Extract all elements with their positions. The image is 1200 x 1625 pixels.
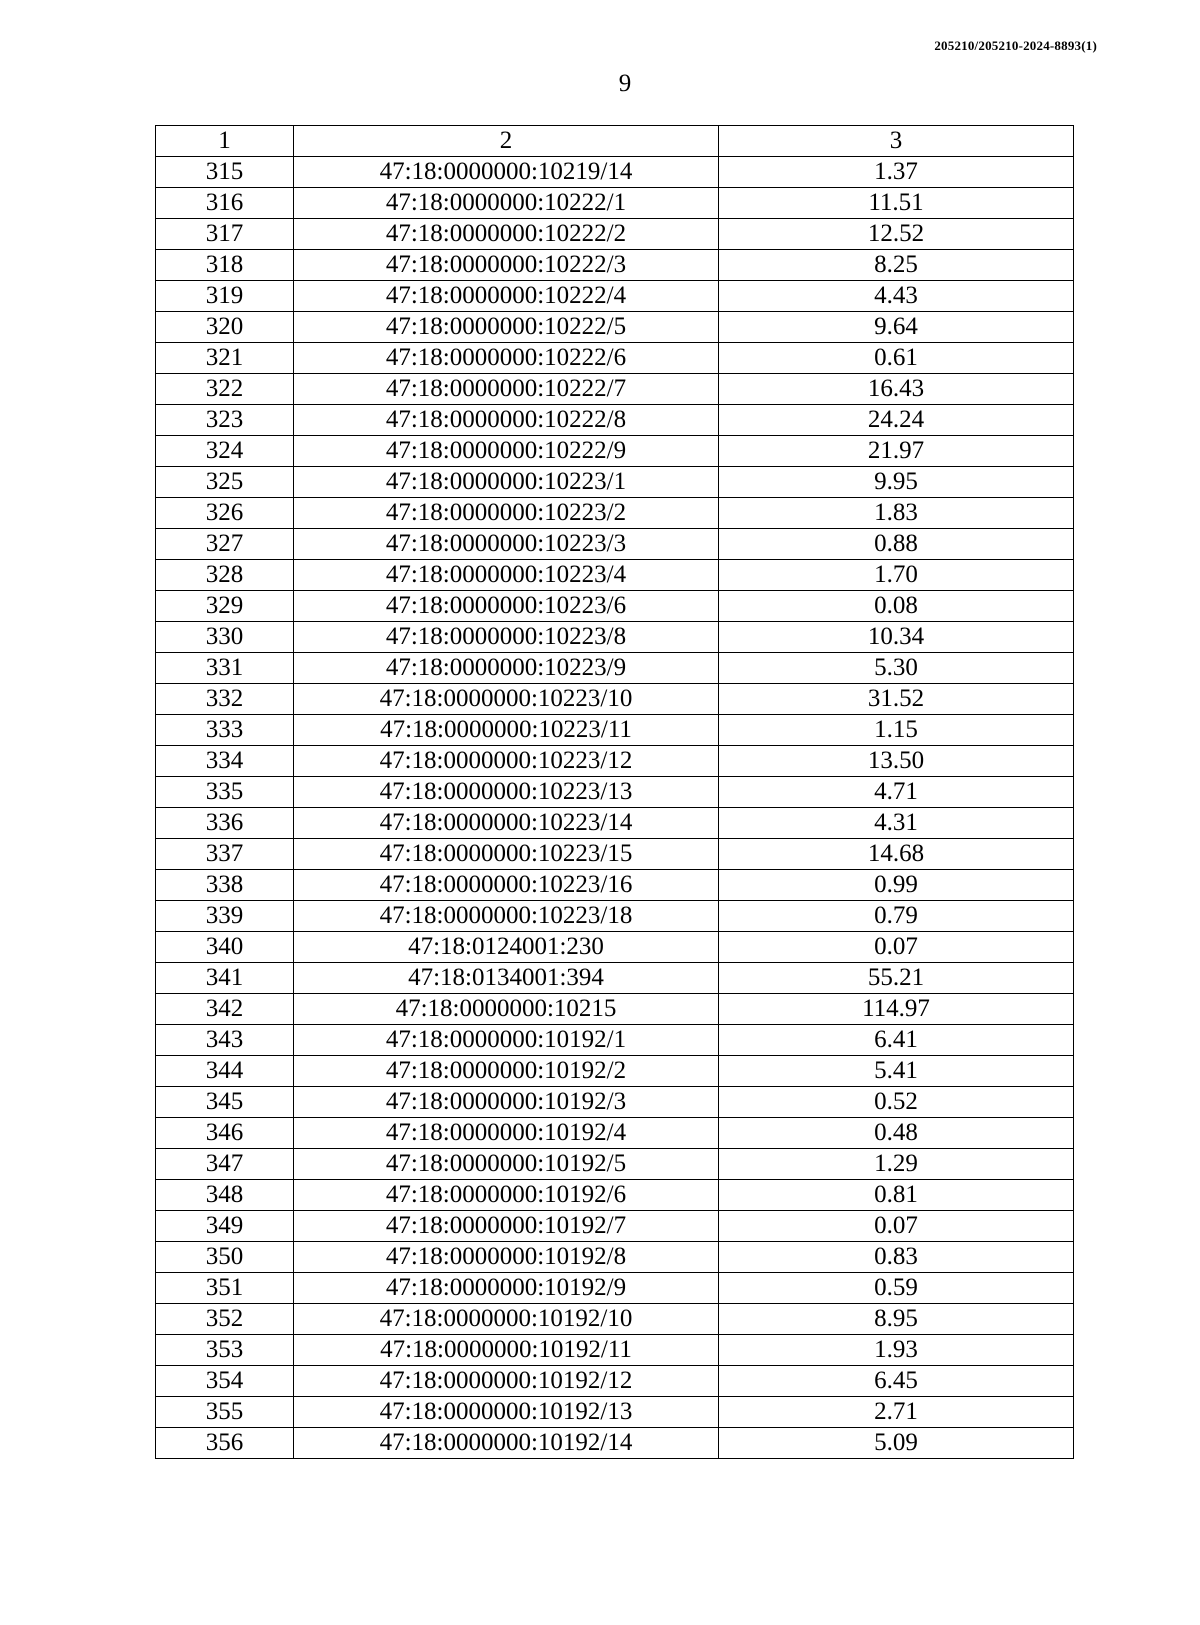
column-header: 2 [294, 126, 719, 157]
table-row [156, 1211, 1074, 1242]
table-row [156, 1242, 1074, 1273]
row-number-cell: 320 [156, 312, 294, 343]
cadastral-number-cell: 47:18:0000000:10222/5 [294, 312, 719, 343]
cadastral-number-cell: 47:18:0000000:10222/7 [294, 374, 719, 405]
cadastral-number-cell: 47:18:0000000:10192/7 [294, 1211, 719, 1242]
cadastral-number-cell: 47:18:0000000:10192/3 [294, 1087, 719, 1118]
area-value-cell: 4.71 [719, 777, 1074, 808]
table-row [156, 808, 1074, 839]
cadastral-number-cell: 47:18:0000000:10223/3 [294, 529, 719, 560]
area-value-cell: 0.07 [719, 1211, 1074, 1242]
table-row [156, 1087, 1074, 1118]
area-value-cell: 0.99 [719, 870, 1074, 901]
area-value-cell: 9.95 [719, 467, 1074, 498]
cadastral-number-cell: 47:18:0000000:10222/8 [294, 405, 719, 436]
area-value-cell: 5.30 [719, 653, 1074, 684]
table-row [156, 1428, 1074, 1459]
row-number-cell: 330 [156, 622, 294, 653]
area-value-cell: 8.95 [719, 1304, 1074, 1335]
cadastral-number-cell: 47:18:0000000:10223/8 [294, 622, 719, 653]
cadastral-number-cell: 47:18:0000000:10222/4 [294, 281, 719, 312]
table-header-row [156, 126, 1074, 157]
row-number-cell: 351 [156, 1273, 294, 1304]
row-number-cell: 347 [156, 1149, 294, 1180]
cadastral-number-cell: 47:18:0000000:10223/1 [294, 467, 719, 498]
table-row [156, 839, 1074, 870]
cadastral-number-cell: 47:18:0000000:10223/16 [294, 870, 719, 901]
area-value-cell: 0.07 [719, 932, 1074, 963]
area-value-cell: 0.61 [719, 343, 1074, 374]
cadastral-number-cell: 47:18:0000000:10223/14 [294, 808, 719, 839]
table-row [156, 746, 1074, 777]
column-header: 1 [156, 126, 294, 157]
row-number-cell: 329 [156, 591, 294, 622]
row-number-cell: 354 [156, 1366, 294, 1397]
cadastral-number-cell: 47:18:0000000:10222/2 [294, 219, 719, 250]
cadastral-number-cell: 47:18:0000000:10192/1 [294, 1025, 719, 1056]
area-value-cell: 5.41 [719, 1056, 1074, 1087]
cadastral-number-cell: 47:18:0000000:10223/10 [294, 684, 719, 715]
row-number-cell: 337 [156, 839, 294, 870]
row-number-cell: 332 [156, 684, 294, 715]
area-value-cell: 1.37 [719, 157, 1074, 188]
area-value-cell: 0.88 [719, 529, 1074, 560]
row-number-cell: 353 [156, 1335, 294, 1366]
area-value-cell: 0.59 [719, 1273, 1074, 1304]
row-number-cell: 326 [156, 498, 294, 529]
row-number-cell: 336 [156, 808, 294, 839]
row-number-cell: 315 [156, 157, 294, 188]
area-value-cell: 0.08 [719, 591, 1074, 622]
row-number-cell: 355 [156, 1397, 294, 1428]
table-row [156, 901, 1074, 932]
area-value-cell: 1.29 [719, 1149, 1074, 1180]
cadastral-number-cell: 47:18:0000000:10223/11 [294, 715, 719, 746]
table-row [156, 684, 1074, 715]
table-row [156, 1149, 1074, 1180]
row-number-cell: 316 [156, 188, 294, 219]
row-number-cell: 319 [156, 281, 294, 312]
table-row [156, 157, 1074, 188]
column-header: 3 [719, 126, 1074, 157]
row-number-cell: 331 [156, 653, 294, 684]
row-number-cell: 322 [156, 374, 294, 405]
cadastral-number-cell: 47:18:0000000:10223/6 [294, 591, 719, 622]
area-value-cell: 31.52 [719, 684, 1074, 715]
cadastral-number-cell: 47:18:0000000:10192/5 [294, 1149, 719, 1180]
area-value-cell: 1.15 [719, 715, 1074, 746]
cadastral-number-cell: 47:18:0000000:10192/8 [294, 1242, 719, 1273]
table-row [156, 1304, 1074, 1335]
table-row [156, 1056, 1074, 1087]
table-row [156, 994, 1074, 1025]
area-value-cell: 11.51 [719, 188, 1074, 219]
cadastral-number-cell: 47:18:0000000:10192/12 [294, 1366, 719, 1397]
area-value-cell: 21.97 [719, 436, 1074, 467]
table-row [156, 1180, 1074, 1211]
table-row [156, 1366, 1074, 1397]
cadastral-number-cell: 47:18:0000000:10192/14 [294, 1428, 719, 1459]
area-value-cell: 10.34 [719, 622, 1074, 653]
row-number-cell: 328 [156, 560, 294, 591]
table-row [156, 250, 1074, 281]
row-number-cell: 338 [156, 870, 294, 901]
page-number: 9 [618, 70, 632, 97]
cadastral-number-cell: 47:18:0000000:10223/12 [294, 746, 719, 777]
row-number-cell: 344 [156, 1056, 294, 1087]
table-row [156, 467, 1074, 498]
area-value-cell: 0.81 [719, 1180, 1074, 1211]
row-number-cell: 340 [156, 932, 294, 963]
table-row [156, 343, 1074, 374]
row-number-cell: 318 [156, 250, 294, 281]
row-number-cell: 343 [156, 1025, 294, 1056]
area-value-cell: 8.25 [719, 250, 1074, 281]
cadastral-table [155, 125, 1074, 1459]
table-row [156, 622, 1074, 653]
table-row [156, 436, 1074, 467]
row-number-cell: 323 [156, 405, 294, 436]
area-value-cell: 9.64 [719, 312, 1074, 343]
row-number-cell: 342 [156, 994, 294, 1025]
row-number-cell: 348 [156, 1180, 294, 1211]
cadastral-number-cell: 47:18:0000000:10223/13 [294, 777, 719, 808]
area-value-cell: 4.31 [719, 808, 1074, 839]
table-row [156, 312, 1074, 343]
table-row [156, 560, 1074, 591]
area-value-cell: 2.71 [719, 1397, 1074, 1428]
area-value-cell: 0.79 [719, 901, 1074, 932]
cadastral-number-cell: 47:18:0000000:10222/6 [294, 343, 719, 374]
row-number-cell: 345 [156, 1087, 294, 1118]
row-number-cell: 349 [156, 1211, 294, 1242]
table-row [156, 529, 1074, 560]
table-row [156, 1025, 1074, 1056]
area-value-cell: 55.21 [719, 963, 1074, 994]
table-row [156, 1273, 1074, 1304]
cadastral-number-cell: 47:18:0134001:394 [294, 963, 719, 994]
cadastral-number-cell: 47:18:0000000:10219/14 [294, 157, 719, 188]
table-row [156, 932, 1074, 963]
area-value-cell: 16.43 [719, 374, 1074, 405]
row-number-cell: 324 [156, 436, 294, 467]
row-number-cell: 341 [156, 963, 294, 994]
table-row [156, 870, 1074, 901]
row-number-cell: 333 [156, 715, 294, 746]
table-row [156, 374, 1074, 405]
cadastral-number-cell: 47:18:0000000:10223/15 [294, 839, 719, 870]
cadastral-number-cell: 47:18:0000000:10192/11 [294, 1335, 719, 1366]
area-value-cell: 12.52 [719, 219, 1074, 250]
area-value-cell: 5.09 [719, 1428, 1074, 1459]
cadastral-number-cell: 47:18:0000000:10223/18 [294, 901, 719, 932]
table-row [156, 591, 1074, 622]
cadastral-number-cell: 47:18:0000000:10223/4 [294, 560, 719, 591]
table-row [156, 405, 1074, 436]
table-row [156, 1335, 1074, 1366]
row-number-cell: 356 [156, 1428, 294, 1459]
area-value-cell: 6.45 [719, 1366, 1074, 1397]
cadastral-number-cell: 47:18:0000000:10192/10 [294, 1304, 719, 1335]
cadastral-number-cell: 47:18:0000000:10223/2 [294, 498, 719, 529]
row-number-cell: 334 [156, 746, 294, 777]
table-row [156, 1118, 1074, 1149]
cadastral-number-cell: 47:18:0000000:10192/6 [294, 1180, 719, 1211]
area-value-cell: 0.52 [719, 1087, 1074, 1118]
table-row [156, 715, 1074, 746]
row-number-cell: 317 [156, 219, 294, 250]
table-row [156, 963, 1074, 994]
row-number-cell: 335 [156, 777, 294, 808]
row-number-cell: 325 [156, 467, 294, 498]
area-value-cell: 13.50 [719, 746, 1074, 777]
table-body [156, 157, 1074, 1459]
cadastral-number-cell: 47:18:0000000:10222/9 [294, 436, 719, 467]
table-row [156, 498, 1074, 529]
area-value-cell: 0.48 [719, 1118, 1074, 1149]
table-row [156, 219, 1074, 250]
area-value-cell: 6.41 [719, 1025, 1074, 1056]
cadastral-number-cell: 47:18:0000000:10222/3 [294, 250, 719, 281]
table-row [156, 1397, 1074, 1428]
table-row [156, 188, 1074, 219]
row-number-cell: 321 [156, 343, 294, 374]
row-number-cell: 339 [156, 901, 294, 932]
area-value-cell: 1.70 [719, 560, 1074, 591]
area-value-cell: 4.43 [719, 281, 1074, 312]
area-value-cell: 14.68 [719, 839, 1074, 870]
area-value-cell: 1.83 [719, 498, 1074, 529]
area-value-cell: 0.83 [719, 1242, 1074, 1273]
cadastral-number-cell: 47:18:0000000:10222/1 [294, 188, 719, 219]
table-row [156, 281, 1074, 312]
row-number-cell: 327 [156, 529, 294, 560]
table-row [156, 653, 1074, 684]
area-value-cell: 24.24 [719, 405, 1074, 436]
row-number-cell: 350 [156, 1242, 294, 1273]
document-reference: 205210/205210-2024-8893(1) [934, 38, 1097, 53]
cadastral-number-cell: 47:18:0000000:10223/9 [294, 653, 719, 684]
row-number-cell: 352 [156, 1304, 294, 1335]
cadastral-number-cell: 47:18:0000000:10192/13 [294, 1397, 719, 1428]
area-value-cell: 114.97 [719, 994, 1074, 1025]
cadastral-number-cell: 47:18:0000000:10192/2 [294, 1056, 719, 1087]
cadastral-number-cell: 47:18:0000000:10192/4 [294, 1118, 719, 1149]
area-value-cell: 1.93 [719, 1335, 1074, 1366]
row-number-cell: 346 [156, 1118, 294, 1149]
cadastral-number-cell: 47:18:0124001:230 [294, 932, 719, 963]
cadastral-number-cell: 47:18:0000000:10215 [294, 994, 719, 1025]
table-row [156, 777, 1074, 808]
cadastral-number-cell: 47:18:0000000:10192/9 [294, 1273, 719, 1304]
